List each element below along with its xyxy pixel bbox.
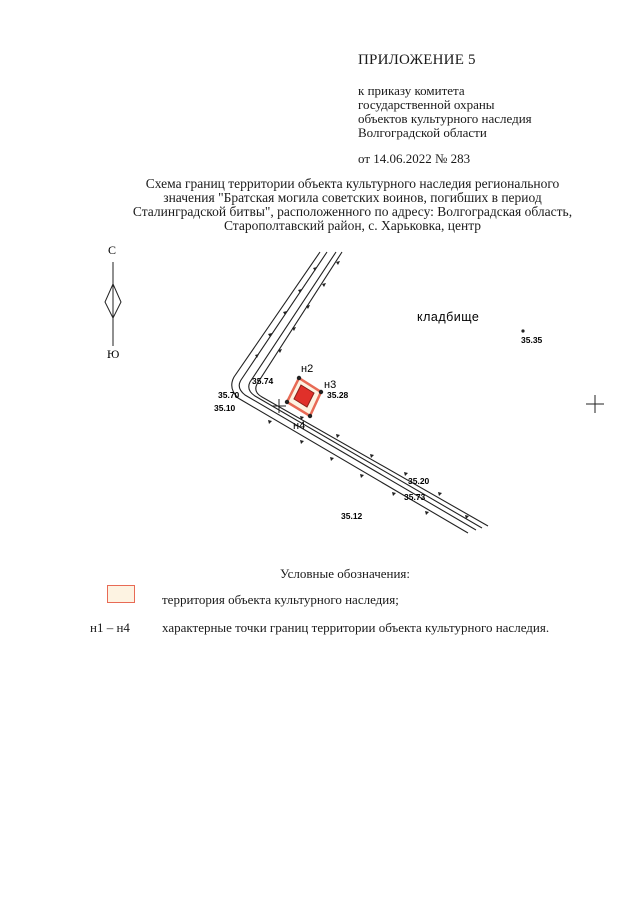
- legend-territory-label: территория объекта культурного наследия;: [162, 592, 399, 607]
- boundary-points: [285, 329, 525, 418]
- point-label-n4: н4: [293, 420, 306, 432]
- order-date: от 14.06.2022 № 283: [358, 151, 471, 166]
- elevation-mark: 35.12: [341, 511, 363, 521]
- order-line: объектов культурного наследия: [358, 111, 532, 126]
- appendix-title: ПРИЛОЖЕНИЕ 5: [358, 52, 476, 68]
- elevation-mark: 35.28: [327, 390, 349, 400]
- scheme-title-line: Сталинградской битвы", расположенного по адресу: Волгоградская область,: [132, 204, 573, 219]
- legend-points-code: н1 – н4: [90, 620, 130, 635]
- order-line: государственной охраны: [358, 97, 495, 112]
- road-line: [256, 252, 488, 526]
- compass-north-label: С: [108, 243, 117, 257]
- elevation-mark: 35.35: [521, 335, 543, 345]
- road-line: [232, 252, 468, 533]
- road-line: [239, 252, 476, 530]
- elevation-mark: 35.73: [404, 492, 426, 502]
- point-label-n2: н2: [301, 363, 314, 375]
- scheme-title-line: значения "Братская могила советских воинов, погибших в период: [163, 190, 542, 205]
- elevation-mark: 35.10: [214, 403, 236, 413]
- compass: [105, 243, 121, 361]
- survey-crosses: [272, 395, 604, 413]
- scheme-title-line: Старополтавский район, с. Харьковка, центр: [223, 218, 482, 233]
- order-line: к приказу комитета: [358, 83, 465, 98]
- road-lines: [232, 252, 488, 533]
- legend-points-label: характерные точки границ территории объекта культурного наследия.: [162, 620, 550, 635]
- point-label-n3: н3: [324, 379, 337, 391]
- order-line: Волгоградской области: [358, 125, 487, 140]
- elevation-mark: 35.20: [408, 476, 430, 486]
- compass-south-label: Ю: [107, 347, 120, 361]
- road-line: [249, 252, 482, 528]
- elevation-mark: 35.74: [252, 376, 274, 386]
- legend-territory-swatch: [107, 585, 135, 603]
- scheme-title-line: Схема границ территории объекта культурного наследия регионального: [145, 176, 560, 191]
- cemetery-label: кладбище: [417, 310, 480, 324]
- elevation-mark: 35.70: [218, 390, 240, 400]
- legend-title: Условные обозначения:: [280, 566, 411, 581]
- compass-arrow-icon: [105, 262, 121, 346]
